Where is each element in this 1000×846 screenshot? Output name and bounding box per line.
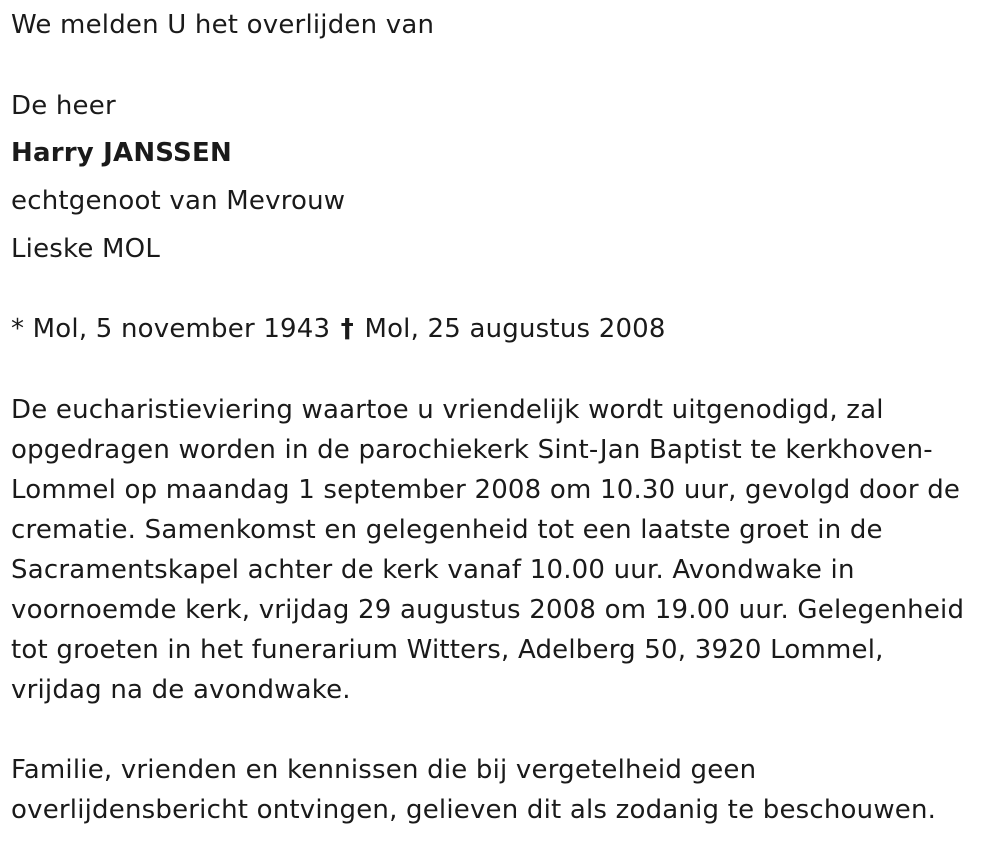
closing-line: overlijdensbericht ontvingen, gelieven dit als zodanig te beschouwen. [11,795,937,825]
ceremony-line: crematie. Samenkomst en gelegenheid tot een laatste groet in de [11,515,883,545]
death-date: Mol, 25 augustus 2008 [364,314,666,344]
cross-icon: † [340,314,354,344]
deceased-name: Harry JANSSEN [11,138,232,168]
intro-text: We melden U het overlijden van [11,10,435,40]
spouse-name: Lieske MOL [11,234,161,264]
ceremony-line: De eucharistieviering waartoe u vriendelijk wordt uitgenodigd, zal [11,395,884,425]
ceremony-line: tot groeten in het funerarium Witters, Adelberg 50, 3920 Lommel, [11,635,884,665]
birth-date: * Mol, 5 november 1943 [11,314,331,344]
ceremony-line: voornoemde kerk, vrijdag 29 augustus 2008 om 19.00 uur. Gelegenheid [11,595,965,625]
ceremony-line: Sacramentskapel achter de kerk vanaf 10.00 uur. Avondwake in [11,555,855,585]
ceremony-line: opgedragen worden in de parochiekerk Sint-Jan Baptist te kerkhoven- [11,435,933,465]
ceremony-line: vrijdag na de avondwake. [11,675,351,705]
life-dates [11,309,666,349]
relation-text: echtgenoot van Mevrouw [11,186,346,216]
closing-line: Familie, vrienden en kennissen die bij vergetelheid geen [11,755,757,785]
ceremony-line: Lommel op maandag 1 september 2008 om 10.30 uur, gevolgd door de [11,475,961,505]
salutation: De heer [11,91,116,121]
